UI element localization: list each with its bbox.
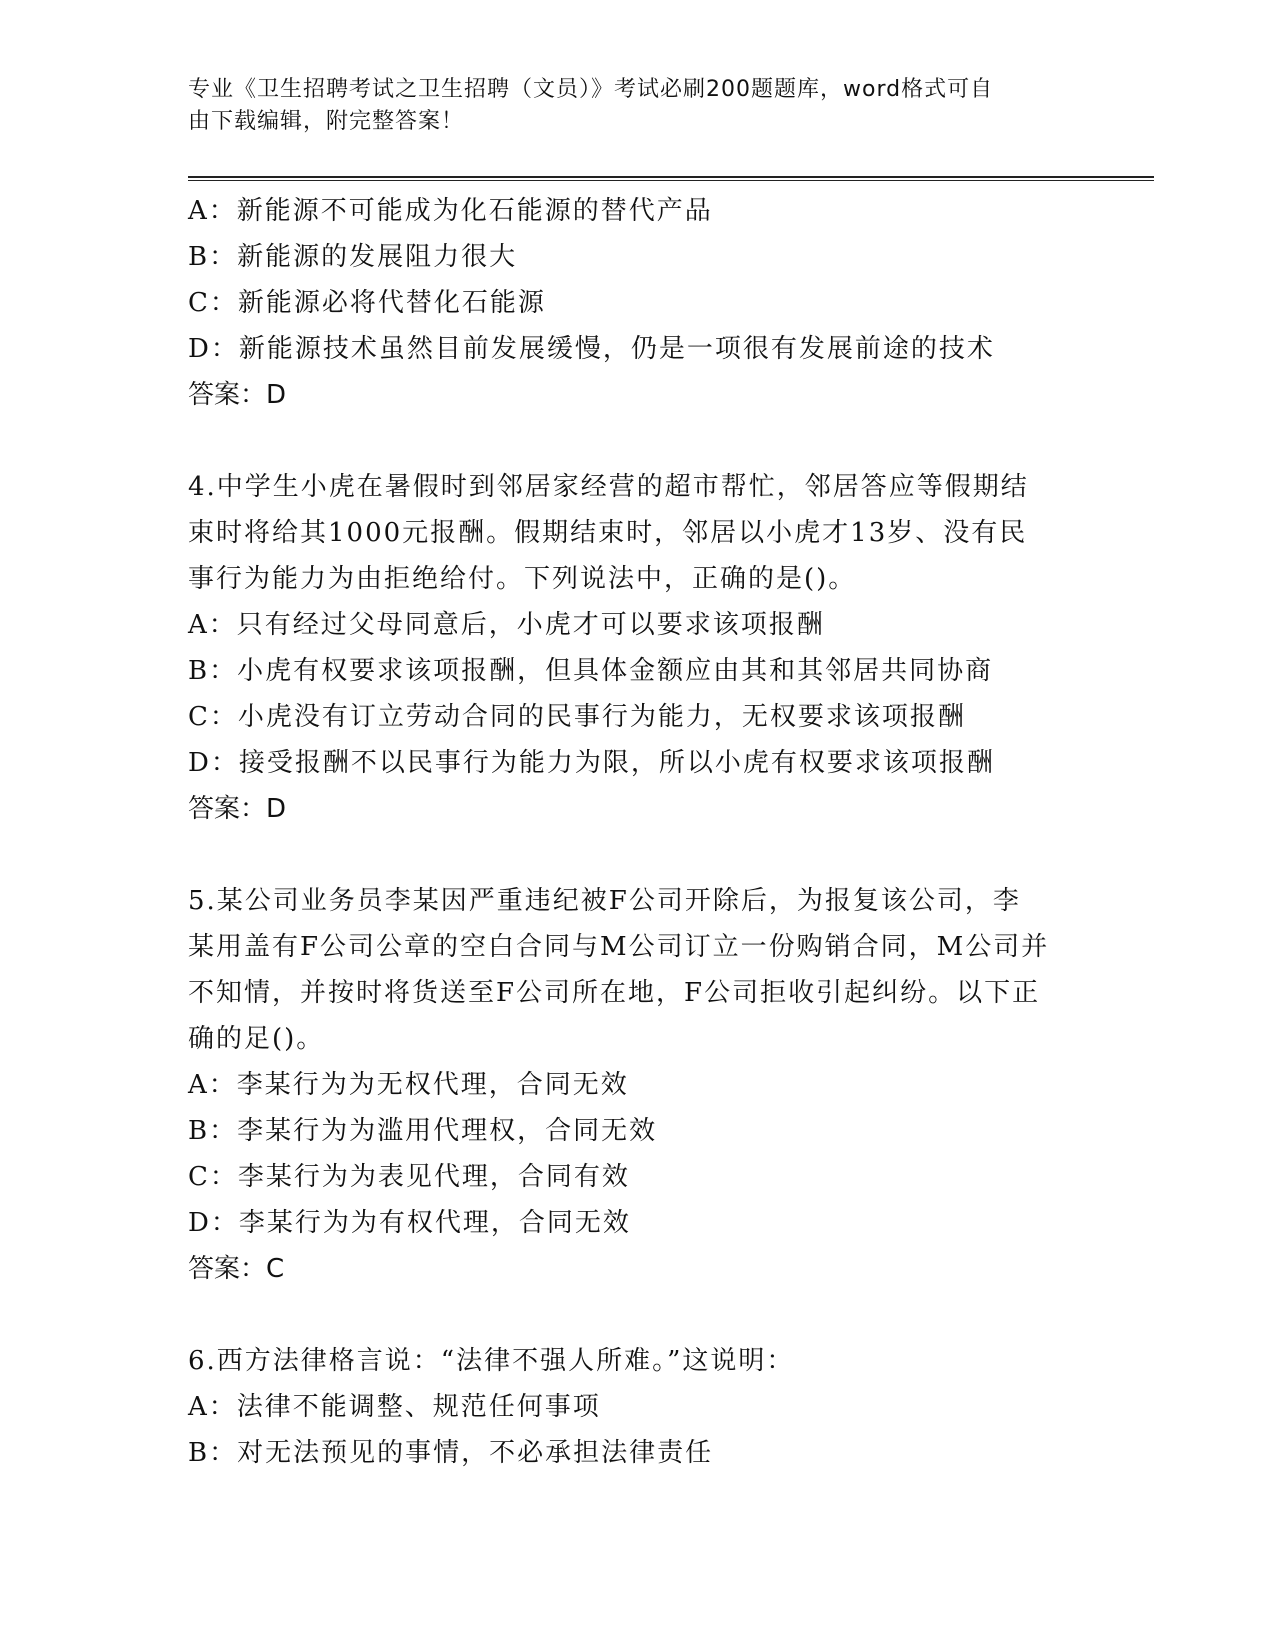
document-header xyxy=(188,74,1088,138)
question-5 xyxy=(188,878,1088,1292)
document-body xyxy=(188,188,1088,1476)
question-stem-line: 6.西方法律格言说：“法律不强人所难。”这说明： xyxy=(188,1346,795,1376)
option-b: B：李某行为为滥用代理权，合同无效 xyxy=(188,1116,658,1146)
question-6 xyxy=(188,1338,1088,1476)
question-stem-line: 某用盖有F公司公章的空白合同与M公司订立一份购销合同，M公司并 xyxy=(188,932,1050,962)
answer-line: 答案：D xyxy=(188,794,287,824)
option-a: A：新能源不可能成为化石能源的替代产品 xyxy=(188,196,713,226)
question-stem-line: 确的足()。 xyxy=(188,1024,325,1054)
option-c: C：新能源必将代替化石能源 xyxy=(188,288,546,318)
option-b: B：新能源的发展阻力很大 xyxy=(188,242,518,272)
answer-line: 答案：C xyxy=(188,1254,285,1284)
option-d: D：李某行为为有权代理，合同无效 xyxy=(188,1208,631,1238)
option-d: D：接受报酬不以民事行为能力为限，所以小虎有权要求该项报酬 xyxy=(188,748,995,778)
option-a: A：只有经过父母同意后，小虎才可以要求该项报酬 xyxy=(188,610,825,640)
option-c: C：李某行为为表见代理，合同有效 xyxy=(188,1162,630,1192)
option-a: A：李某行为为无权代理，合同无效 xyxy=(188,1070,629,1100)
question-stem-line: 5.某公司业务员李某因严重违纪被F公司开除后，为报复该公司，李 xyxy=(188,886,1021,916)
header-line-1: 专业《卫生招聘考试之卫生招聘（文员）》考试必刷200题题库，word格式可自 xyxy=(188,77,994,102)
question-stem-line: 4.中学生小虎在暑假时到邻居家经营的超市帮忙，邻居答应等假期结 xyxy=(188,472,1029,502)
question-stem-line: 不知情，并按时将货送至F公司所在地，F公司拒收引起纠纷。以下正 xyxy=(188,978,1041,1008)
option-b: B：小虎有权要求该项报酬，但具体金额应由其和其邻居共同协商 xyxy=(188,656,994,686)
header-line-2: 由下载编辑，附完整答案！ xyxy=(188,109,465,134)
option-b: B：对无法预见的事情，不必承担法律责任 xyxy=(188,1438,714,1468)
option-d: D：新能源技术虽然目前发展缓慢，仍是一项很有发展前途的技术 xyxy=(188,334,995,364)
question-3 xyxy=(188,188,1088,418)
question-stem-line: 束时将给其1000元报酬。假期结束时，邻居以小虎才13岁、没有民 xyxy=(188,518,1028,548)
answer-line: 答案：D xyxy=(188,380,287,410)
option-a: A：法律不能调整、规范任何事项 xyxy=(188,1392,601,1422)
header-divider xyxy=(188,176,1154,181)
question-4 xyxy=(188,464,1088,832)
question-stem-line: 事行为能力为由拒绝给付。下列说法中，正确的是()。 xyxy=(188,564,857,594)
option-c: C：小虎没有订立劳动合同的民事行为能力，无权要求该项报酬 xyxy=(188,702,966,732)
